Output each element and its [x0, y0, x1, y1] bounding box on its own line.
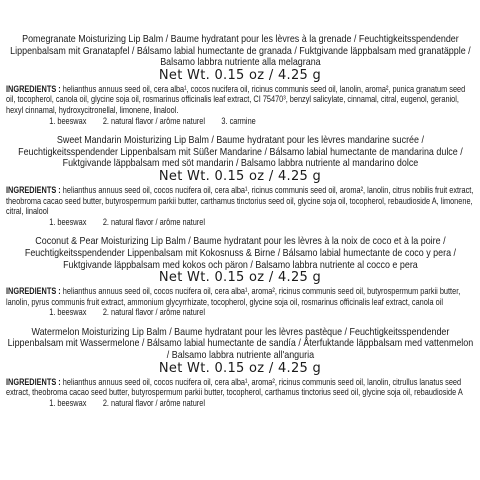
ingredients-label: INGREDIENTS : — [6, 286, 61, 297]
footnotes — [6, 116, 480, 127]
footnote: 2. natural flavor / arôme naturel — [102, 307, 205, 318]
net-weight: Net Wt. 0.15 oz / 4.25 g — [158, 168, 322, 184]
ingredients-label: INGREDIENTS : — [6, 184, 61, 195]
footnote: 1. beeswax — [49, 397, 87, 408]
ingredients-list — [6, 286, 474, 307]
footnote: 2. natural flavor / arôme naturel — [102, 115, 205, 126]
product-sweet-mandarin — [6, 135, 474, 227]
ingredients-list — [6, 84, 474, 116]
ingredients-text: helianthus annuus seed oil, cocos nucifera oil, cera alba¹, aroma², ricinus communis seed oil, lanolin, citrullus lanatus seed extract, theobroma cacao seed butter, butyrospermum parkii butter, tocopherol, carthamus tinctorius seed oil, glycine soja oil, rebaudioside A — [6, 376, 463, 398]
footnote: 1. beeswax — [49, 307, 87, 318]
footnote: 1. beeswax — [49, 115, 87, 126]
ingredients-text: helianthus annuus seed oil, cocos nucifera oil, cera alba¹, aroma², ricinus communis seed oil, butyrospermum parkii butter, lanolin, pyrus communis fruit extract, ammonium glycyrrhizate, tocopherol, glycine soja oil, rosmarinus officinalis leaf extract, canola oil — [6, 286, 461, 307]
footnote: 2. natural flavor / arôme naturel — [102, 397, 205, 408]
footnotes — [6, 217, 480, 228]
net-weight: Net Wt. 0.15 oz / 4.25 g — [158, 270, 322, 286]
product-title: Sweet Mandarin Moisturizing Lip Balm / Baume hydratant pour les lèvres mandarine sucrée / Feuchtigkeitsspendender Lippenbalsam mit Süßer Mandarine / Bálsamo labial humectante de mandarina dulce / Fuktgivande läppbalsam med söt mandarin / Balsamo labbra nutriente al mandarino dolce — [17, 135, 463, 170]
product-coconut-pear — [6, 236, 474, 318]
product-watermelon — [6, 327, 474, 409]
footnote: 2. natural flavor / arôme naturel — [102, 216, 205, 227]
product-title: Pomegranate Moisturizing Lip Balm / Baume hydratant pour les lèvres à la grenade / Feuchtigkeitsspendender Lippenbalsam mit Granatapfel / Bálsamo labial humectante de granada / Fuktgivande läppbalsam med granatäpple / Balsamo labbra nutriente alla melagrana — [9, 34, 471, 69]
product-pomegranate — [6, 34, 474, 126]
ingredients-label: INGREDIENTS : — [6, 83, 61, 94]
ingredients-text: helianthus annuus seed oil, cocos nucifera oil, cera alba¹, ricinus communis seed oil, aroma², lanolin, citrus nobilis fruit extract, theobroma cacao seed butter, butyrospermum parkii butter, carthamus tinctorius seed oil, glycine soja oil, tocopherol, rebaudioside A, limonene, citral, linalool — [6, 184, 474, 217]
net-weight: Net Wt. 0.15 oz / 4.25 g — [158, 360, 322, 376]
ingredients-text: helianthus annuus seed oil, cera alba¹, cocos nucifera oil, ricinus communis seed oil, lanolin, aroma², punica granatum seed oil, tocopherol, canola oil, glycine soja oil, rosmarinus officinalis leaf extract, CI 75470³, benzyl salicylate, cinnamal, citral, eugenol, geraniol, hexyl cinnamal, hydroxycitronellal, limonene, linalool. — [6, 83, 466, 115]
product-title: Coconut & Pear Moisturizing Lip Balm / Baume hydratant pour les lèvres à la noix de coco et à la poire / Feuchtigkeitsspendender Lippenbalsam mit Kokosnuss & Birne / Bálsamo labial humectante de coco y pera / Fuktgivande läppbalsam med kokos och päron / Balsamo labbra nutriente al cocco e pera — [24, 236, 456, 271]
ingredients-label: INGREDIENTS : — [6, 376, 61, 387]
footnote: 1. beeswax — [49, 216, 87, 227]
ingredients-list — [6, 185, 474, 217]
footnote: 3. carmine — [221, 115, 256, 126]
net-weight: Net Wt. 0.15 oz / 4.25 g — [158, 67, 322, 83]
footnotes — [6, 398, 480, 409]
product-title: Watermelon Moisturizing Lip Balm / Baume hydratant pour les lèvres pastèque / Feuchtigkeitsspendender Lippenbalsam mit Wassermelone / Bálsamo labial humectante de sandía / Återfuktande läppbalsam med vattenmelon / Balsamo labbra nutriente all'anguria — [7, 326, 473, 362]
ingredients-list — [6, 377, 474, 398]
footnotes — [6, 307, 480, 318]
